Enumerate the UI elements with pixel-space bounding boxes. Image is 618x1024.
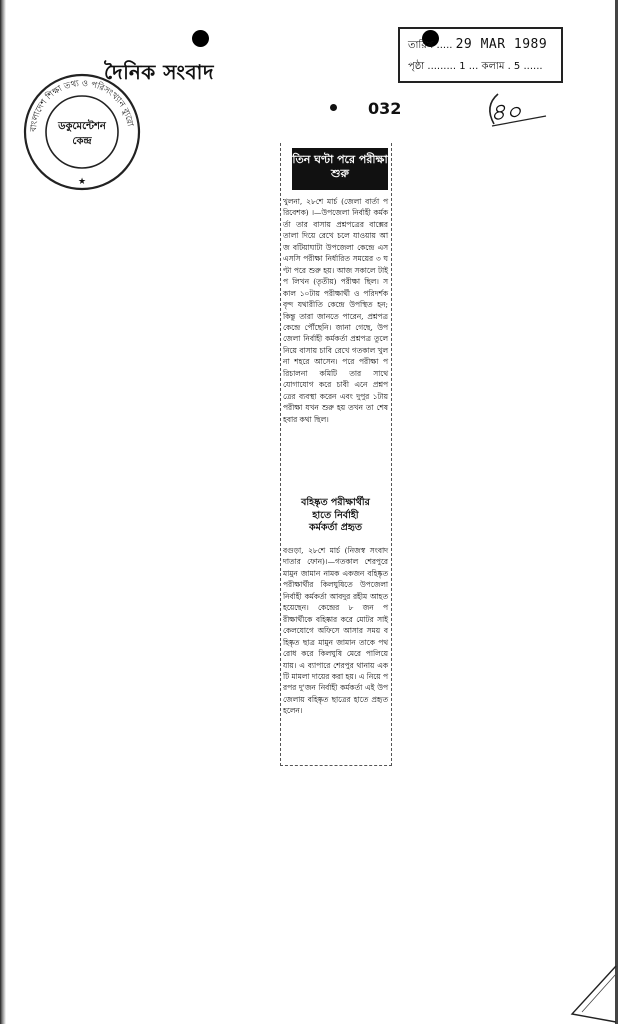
article2-body	[283, 545, 388, 717]
punch-hole	[192, 30, 209, 47]
handwritten-number: ৪০	[490, 98, 522, 126]
article2-headline-line2: হাতে নির্বাহী	[312, 509, 359, 521]
date-row: তারিখ ..... 29 MAR 1989	[408, 37, 548, 52]
date-label: তারিখ	[408, 40, 434, 51]
seal-star-icon: ★	[77, 177, 87, 187]
article2-headline	[283, 497, 388, 535]
page-value: 1	[459, 61, 466, 72]
article1-body-text: খুলনা, ২৮শে মার্চ (জেলা বার্তা পরিবেশক) ।—উপজেলা নির্বাহী কর্মকর্তা তার বাসায় প্রশ্নপত্রের বাক্সের তালা দিয়ে রেখে চলে যাওয়ায় আজ বটিয়াঘাটা উপজেলা কেন্দ্রে এসএসসি পরীক্ষা নির্ধারিত সময়ের ৩ ঘণ্টা পরে শুরু হয়। আজ সকালে টাইপ লিখন (তৃতীয়) পরীক্ষা ছিল। সকাল ১০টায় পরীক্ষার্থী ও পরিদর্শকবৃন্দ যথারীতি কেন্দ্রে উপস্থিত হন; কিন্তু তারা জানতে পারেন, প্রশ্নপত্র কেন্দ্রে পৌঁছেনি। জানা গেছে, উপজেলা নির্বাহী কর্মকর্তা প্রশ্নপত্র তুলে নিয়ে বাসায় চাবি রেখে গতকাল খুলনা শহরে আসেন। পরে পরীক্ষা পরিচালনা কমিটি তার সাথে যোগাযোগ করে চাবী এনে প্রশ্নপত্রের ব্যবস্থা করেন এবং দুপুর ১টায় পরীক্ষা যখন শুরু হয় তখন তা শেষ হবার কথা ছিল।	[283, 197, 388, 424]
article1-headline: তিন ঘণ্টা পরে পরীক্ষা শুরু	[292, 148, 388, 190]
column-label: কলাম	[481, 61, 505, 72]
date-stamp	[398, 27, 563, 83]
page-column-row: পৃষ্ঠা ......... 1 ... কলাম . 5 ......	[408, 61, 543, 72]
page-dot	[330, 104, 337, 111]
folded-corner	[568, 964, 618, 1024]
seal-center-line2: কেন্দ্র	[72, 136, 92, 147]
page-edge-shadow	[0, 0, 6, 1024]
article2-body-text: বগুড়া, ২৮শে মার্চ (নিজস্ব সংবাদদাতার ফোন)।—গতকাল শেরপুরে মামুন জামান নামক একজন বহিষ্কৃত পরীক্ষার্থীর কিলঘুষিতে উপজেলা নির্বাহী কর্মকর্তা আবদুর রহীম আহত হয়েছেন। কেন্দ্রের ৮ জন পরীক্ষার্থীকে বহিষ্কার করে মোটর সাইকেলযোগে অফিসে আসার সময় বহিষ্কৃত ছাত্র মামুন জামান তাকে পথরোধ করে কিলঘুষি মেরে পালিয়ে যায়। এ ব্যাপারে শেরপুর থানায় একটি মামলা দায়ের করা হয়। এ নিয়ে পরপর দু'জন নির্বাহী কর্মকর্তা এই উপজেলায় বহিষ্কৃত ছাত্রের হাতে প্রহৃত হলেন।	[283, 546, 388, 716]
page-label: পৃষ্ঠা	[408, 61, 425, 72]
article1-body	[283, 196, 388, 425]
seal-ring-text: বাংলাদেশ শিক্ষা তথ্য ও পরিসংখ্যান ব্যুরো	[28, 78, 135, 133]
date-value: 29 MAR 1989	[455, 37, 548, 52]
column-value: 5	[513, 61, 521, 72]
seal-center-line1: ডকুমেন্টেশন	[58, 121, 106, 132]
article2-headline-line1: বহিষ্কৃত পরীক্ষার্থীর	[301, 497, 370, 508]
newspaper-name: দৈনিক সংবাদ	[104, 60, 214, 84]
article2-headline-line3: কর্মকর্তা প্রহৃত	[308, 522, 363, 533]
page-code: 032	[368, 99, 402, 118]
